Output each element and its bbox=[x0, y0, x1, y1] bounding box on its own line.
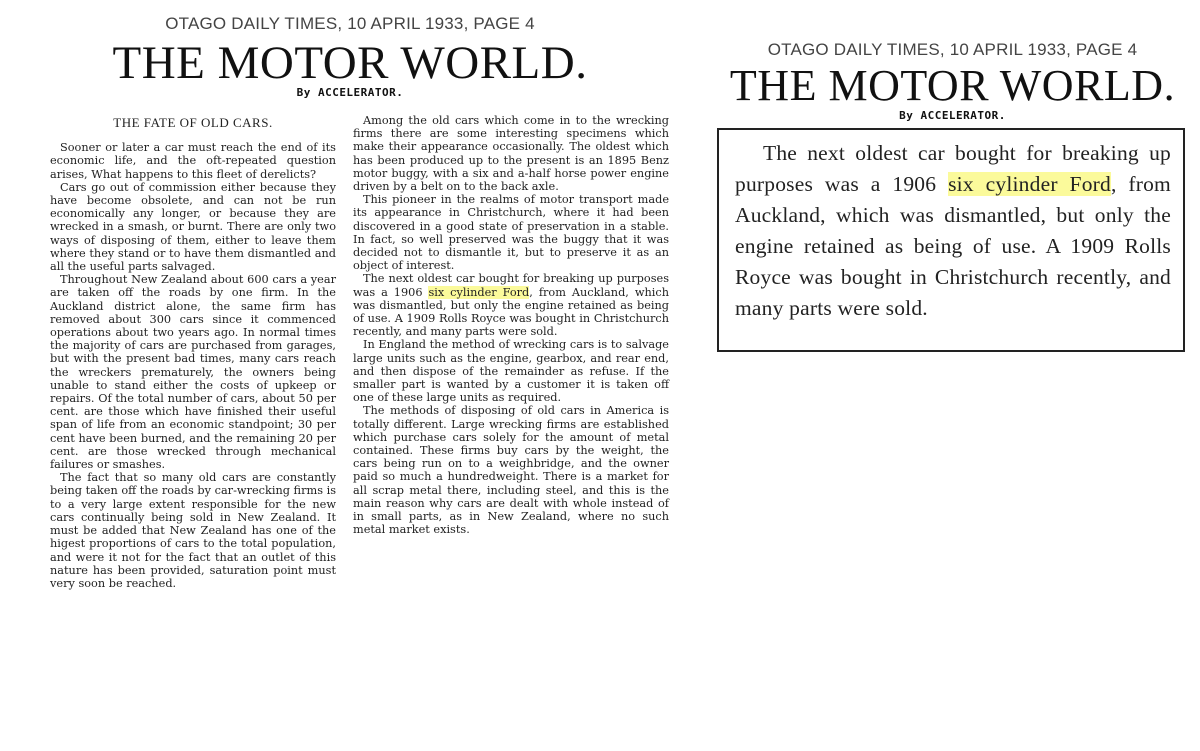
article-column-2 bbox=[353, 114, 669, 537]
paragraph-highlighted-sentence bbox=[353, 272, 669, 338]
text-run: , from Auckland, which was dismantled, but only the engine retained as being of use. A 1909 Rolls Royce was bought in Christchurch recently, and many parts were sold. bbox=[735, 172, 1171, 320]
excerpt-box bbox=[717, 128, 1185, 352]
paragraph: This pioneer in the realms of motor transport made its appearance in Christchurch, where it had been discovered in a good state of preservation in a stable. In fact, so well preserved was the buggy that it was decided not to dismantle it, but to preserve it as an object of interest. bbox=[353, 193, 669, 273]
text-run: , from Auckland, which was dismantled, but only the engine retained as being of use. A 1909 Rolls Royce was bought in Christchurch recently, and many parts were sold. bbox=[353, 285, 669, 339]
text-run: The next oldest car bought for breaking up purposes was a 1906 bbox=[735, 141, 1171, 196]
source-caption: OTAGO DAILY TIMES, 10 APRIL 1933, PAGE 4 bbox=[165, 14, 535, 33]
paragraph: The fact that so many old cars are constantly being taken off the roads by car-wrecking firms is to a very large extent responsible for the new cars continually being sold in New Zealand. It must be added that New Zealand has one of the higest proportions of cars to the total population, and were it not for the fact that an outlet of this nature has been provided, saturation point must very soon be reached. bbox=[50, 471, 336, 590]
paragraph: The methods of disposing of old cars in America is totally different. Large wrecking firms are established which purchase cars solely for the amount of metal contained. These firms buy cars by the weight, the cars being run on to a weighbridge, and the owner paid so much a hundredweight. There is a market for all scrap metal there, including steel, and this is the main reason why cars are dealt with whole instead of in small parts, as in New Zealand, where no such metal market exists. bbox=[353, 404, 669, 537]
paragraph: Sooner or later a car must reach the end of its economic life, and the oft-repeated question arises, What happens to this fleet of derelicts? bbox=[50, 141, 336, 181]
paragraph: Cars go out of commission either because they have become obsolete, and can not be run economically any longer, or because they are wrecked in a smash, or burnt. There are only two ways of disposing of them, either to leave them where they stand or to have them dismantled and all the useful parts salvaged. bbox=[50, 180, 336, 274]
text-run: The next oldest car bought for breaking up purposes was a 1906 bbox=[353, 272, 669, 299]
highlighted-phrase: six cylinder Ford bbox=[948, 172, 1111, 196]
paragraph: In England the method of wrecking cars is to salvage large units such as the engine, gearbox, and rear end, and then dispose of the remainder as refuse. If the smaller part is wanted by a customer it is taken off one of these large units as required. bbox=[353, 338, 669, 405]
source-caption: OTAGO DAILY TIMES, 10 APRIL 1933, PAGE 4 bbox=[767, 40, 1138, 59]
paragraph: Throughout New Zealand about 600 cars a year are taken off the roads by one firm. In the Auckland district alone, the same firm has removed about 300 cars since it commenced operations about two years ago. In normal times the majority of cars are purchased from garages, but with the present bad times, many cars reach the wreckers prematurely, the owners being unable to stand either the costs of upkeep or repairs. Of the total number of cars, about 50 per cent. are those which have finished their useful span of life from an economic standpoint; 30 per cent have been burned, and the remaining 20 per cent. are those wrecked through mechanical failures or smashes. bbox=[50, 273, 336, 472]
excerpt-panel bbox=[705, 0, 1200, 751]
paragraph: Among the old cars which come in to the wrecking firms there are some interesting specimens which make their appearance occasionally. The oldest which has been produced up to the present is an 1895 Benz motor buggy, with a six and a-half horse power engine driven by a belt on to the back axle. bbox=[353, 114, 669, 194]
masthead-title: THE MOTOR WORLD. bbox=[112, 37, 588, 89]
byline: By ACCELERATOR. bbox=[899, 109, 1006, 122]
article-column-1 bbox=[50, 108, 336, 590]
article-headline: THE FATE OF OLD CARS. bbox=[113, 115, 273, 130]
highlighted-phrase: six cylinder Ford bbox=[428, 285, 530, 299]
excerpt-text bbox=[735, 138, 1171, 324]
masthead-title: THE MOTOR WORLD. bbox=[729, 61, 1176, 110]
byline: By ACCELERATOR. bbox=[296, 86, 404, 99]
